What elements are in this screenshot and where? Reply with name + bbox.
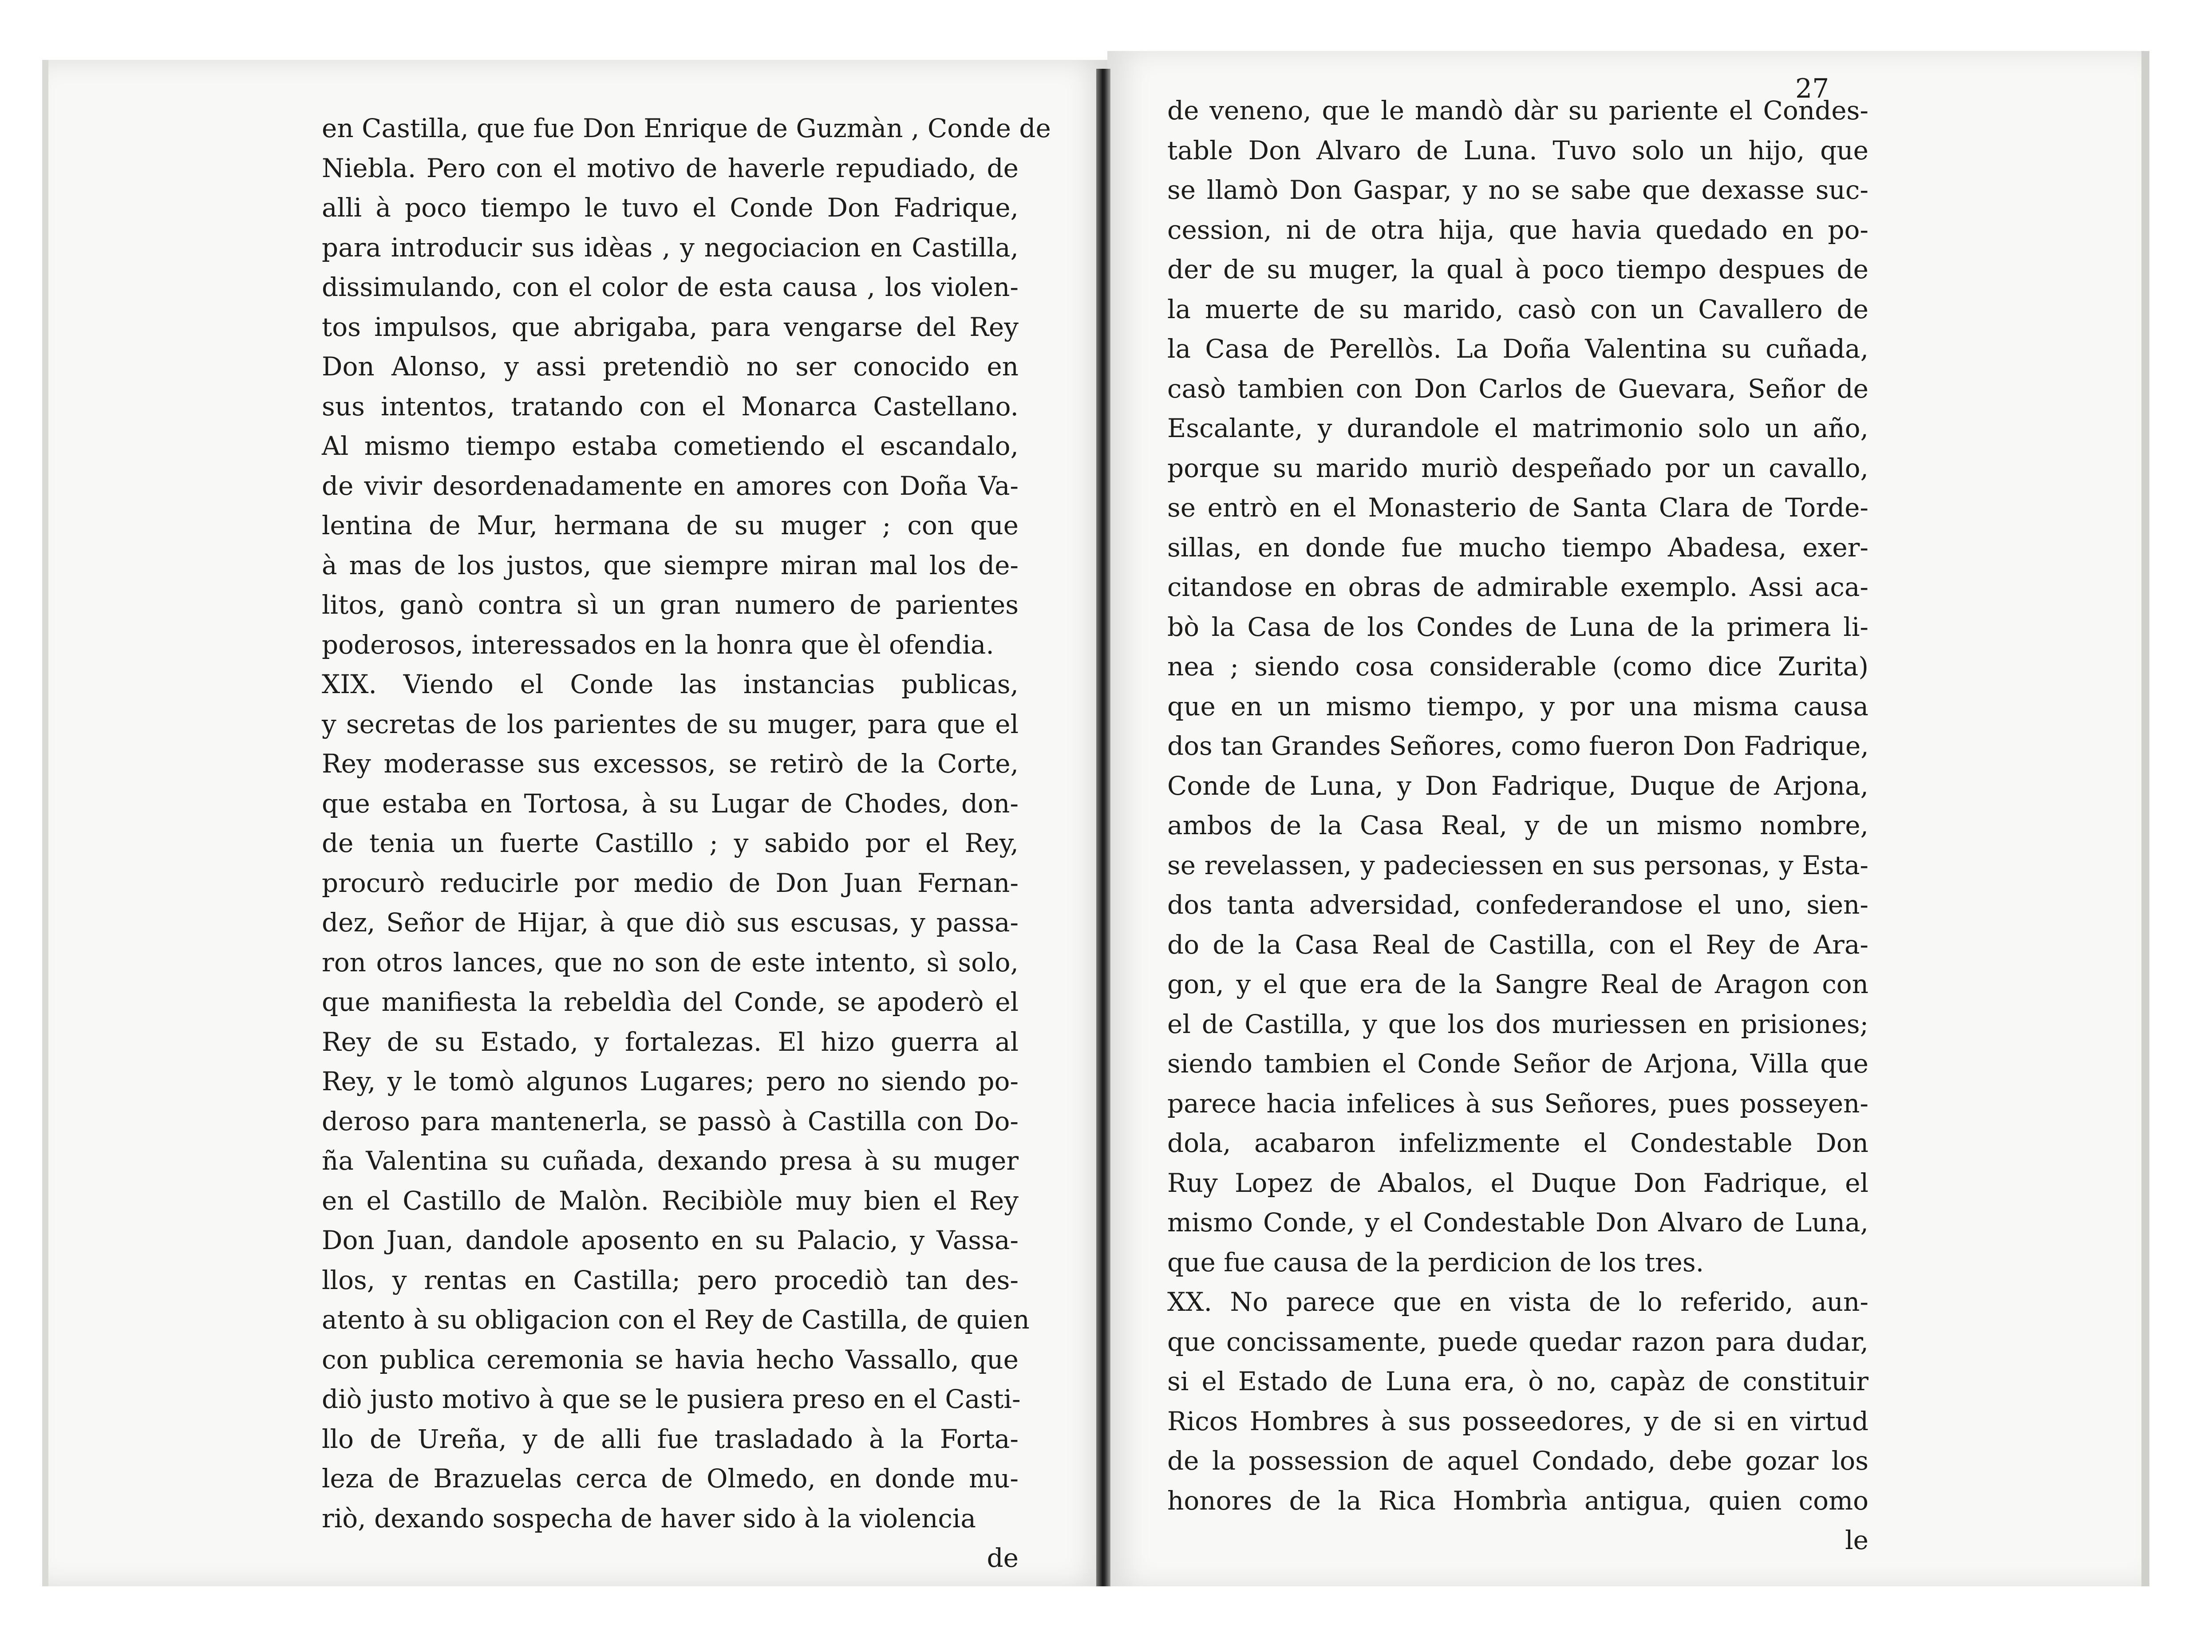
text-line: honores de la Rica Hombrìa antigua, quien como xyxy=(1167,1485,1868,1516)
text-line: Don Alonso, y assi pretendiò no ser conocido en xyxy=(322,351,1019,382)
text-line: leza de Brazuelas cerca de Olmedo, en donde mu- xyxy=(322,1463,1019,1494)
text-line: do de la Casa Real de Castilla, con el Rey de Ara- xyxy=(1167,929,1868,960)
text-line: de vivir desordenadamente en amores con Doña Va- xyxy=(322,470,1019,501)
text-line: se llamò Don Gaspar, y no se sabe que dexasse suc- xyxy=(1167,175,1868,205)
text-line: Ricos Hombres à sus posseedores, y de si en virtud xyxy=(1167,1406,1868,1436)
text-line: la muerte de su marido, casò con un Cavallero de xyxy=(1167,294,1868,324)
text-line: Al mismo tiempo estaba cometiendo el escandalo, xyxy=(322,431,1019,461)
text-line: litos, ganò contra sì un gran numero de parientes xyxy=(322,590,1019,620)
text-line: sus intentos, tratando con el Monarca Castellano. xyxy=(322,391,1019,422)
text-line: casò tambien con Don Carlos de Guevara, Señor de xyxy=(1167,373,1868,404)
text-line: de veneno, que le mandò dàr su pariente el Condes- xyxy=(1167,95,1868,126)
text-line: gon, y el que era de la Sangre Real de Aragon con xyxy=(1167,969,1868,999)
text-line: dos tan Grandes Señores, como fueron Don Fadrique, xyxy=(1167,731,1869,761)
text-line: parece hacia infelices à sus Señores, pues posseyen- xyxy=(1167,1088,1868,1119)
text-line: Escalante, y durandole el matrimonio solo un año, xyxy=(1167,413,1868,443)
text-line: sillas, en donde fue mucho tiempo Abadesa, exer- xyxy=(1167,532,1868,563)
text-line: ambos de la Casa Real, y de un mismo nombre, xyxy=(1167,810,1868,840)
text-line: dos tanta adversidad, confederandose el uno, sien- xyxy=(1167,890,1868,920)
text-line: que concissamente, puede quedar razon para dudar, xyxy=(1167,1326,1868,1357)
text-line: porque su marido muriò despeñado por un cavallo, xyxy=(1167,453,1868,483)
text-line: Rey moderasse sus excessos, se retirò de la Corte, xyxy=(322,749,1019,779)
text-line: Don Juan, dandole aposento en su Palacio, y Vassa- xyxy=(322,1225,1019,1255)
text-line: dez, Señor de Hijar, à que diò sus escusas, y passa- xyxy=(322,907,1019,938)
book-gutter xyxy=(1096,69,1110,1586)
text-line: XX. No parece que en vista de lo referido, aun- xyxy=(1167,1287,1868,1317)
text-line: se revelassen, y padeciessen en sus personas, y Esta- xyxy=(1167,850,1868,880)
text-line: nea ; siendo cosa considerable (como dice Zurita) xyxy=(1167,651,1868,682)
text-line: Conde de Luna, y Don Fadrique, Duque de Arjona, xyxy=(1167,770,1868,801)
text-line: que manifiesta la rebeldìa del Conde, se apoderò el xyxy=(322,987,1019,1017)
text-line: llos, y rentas en Castilla; pero procediò tan des- xyxy=(322,1265,1019,1295)
page-number: 27 xyxy=(1795,73,1829,104)
text-line: de tenia un fuerte Castillo ; y sabido por el Rey, xyxy=(322,828,1019,858)
text-line: der de su muger, la qual à poco tiempo despues de xyxy=(1167,254,1868,284)
text-line: en el Castillo de Malòn. Recibiòle muy bien el Rey xyxy=(322,1185,1019,1216)
text-line: si el Estado de Luna era, ò no, capàz de constituir xyxy=(1167,1366,1868,1396)
text-line: que estaba en Tortosa, à su Lugar de Chodes, don- xyxy=(322,788,1019,819)
text-line: alli à poco tiempo le tuvo el Conde Don Fadrique, xyxy=(322,193,1019,223)
text-line: diò justo motivo à que se le pusiera preso en el Casti- xyxy=(322,1384,1021,1414)
text-line: Niebla. Pero con el motivo de haverle repudiado, de xyxy=(322,153,1019,183)
text-line: cession, ni de otra hija, que havia quedado en po- xyxy=(1167,214,1868,245)
text-line: ña Valentina su cuñada, dexando presa à su muger xyxy=(322,1146,1019,1176)
text-line: para introducir sus idèas , y negociacion en Castilla, xyxy=(322,232,1019,263)
text-line: y secretas de los parientes de su muger, para que el xyxy=(322,709,1019,739)
text-line: Ruy Lopez de Abalos, el Duque Don Fadrique, el xyxy=(1167,1167,1868,1198)
text-line: se entrò en el Monasterio de Santa Clara de Torde- xyxy=(1167,493,1868,523)
text-line: bò la Casa de los Condes de Luna de la primera li- xyxy=(1167,611,1868,642)
text-line: dissimulando, con el color de esta causa , los violen- xyxy=(322,272,1019,302)
text-line: que en un mismo tiempo, y por una misma causa xyxy=(1167,691,1868,722)
text-line: con publica ceremonia se havia hecho Vassallo, que xyxy=(322,1344,1019,1375)
text-line: mismo Conde, y el Condestable Don Alvaro de Luna, xyxy=(1167,1207,1868,1238)
text-line: que fue causa de la perdicion de los tres. xyxy=(1167,1247,1704,1277)
text-line: atento à su obligacion con el Rey de Castilla, de quien xyxy=(322,1305,1030,1335)
text-line: poderosos, interessados en la honra que èl ofendia. xyxy=(322,629,994,660)
text-line: lentina de Mur, hermana de su muger ; con que xyxy=(322,510,1019,540)
text-line: citandose en obras de admirable exemplo. Assi aca- xyxy=(1167,572,1868,602)
text-line: de la possession de aquel Condado, debe gozar los xyxy=(1167,1446,1868,1476)
text-line: de xyxy=(987,1543,1019,1573)
text-line: la Casa de Perellòs. La Doña Valentina su cuñada, xyxy=(1167,334,1868,364)
text-line: XIX. Viendo el Conde las instancias publicas, xyxy=(322,669,1019,699)
text-line: Rey, y le tomò algunos Lugares; pero no siendo po- xyxy=(322,1066,1019,1096)
text-line: llo de Ureña, y de alli fue trasladado à la Forta- xyxy=(322,1423,1019,1454)
text-line: deroso para mantenerla, se passò à Castilla con Do- xyxy=(322,1106,1019,1136)
text-line: ron otros lances, que no son de este intento, sì solo, xyxy=(322,947,1019,978)
text-line: le xyxy=(1845,1525,1868,1555)
text-line: Rey de su Estado, y fortalezas. El hizo guerra al xyxy=(322,1026,1019,1057)
text-line: dola, acabaron infelizmente el Condestable Don xyxy=(1167,1128,1868,1158)
text-line: tos impulsos, que abrigaba, para vengarse del Rey xyxy=(322,311,1019,342)
text-line: el de Castilla, y que los dos muriessen en prisiones; xyxy=(1167,1009,1868,1039)
text-line: table Don Alvaro de Luna. Tuvo solo un hijo, que xyxy=(1167,135,1868,166)
text-line: à mas de los justos, que siempre miran mal los de- xyxy=(322,550,1019,580)
text-line: siendo tambien el Conde Señor de Arjona, Villa que xyxy=(1167,1049,1868,1079)
text-line: en Castilla, que fue Don Enrique de Guzmàn , Conde de xyxy=(322,113,1051,143)
text-line: riò, dexando sospecha de haver sido à la violencia xyxy=(322,1503,976,1534)
text-line: procurò reducirle por medio de Don Juan Fernan- xyxy=(322,867,1019,898)
